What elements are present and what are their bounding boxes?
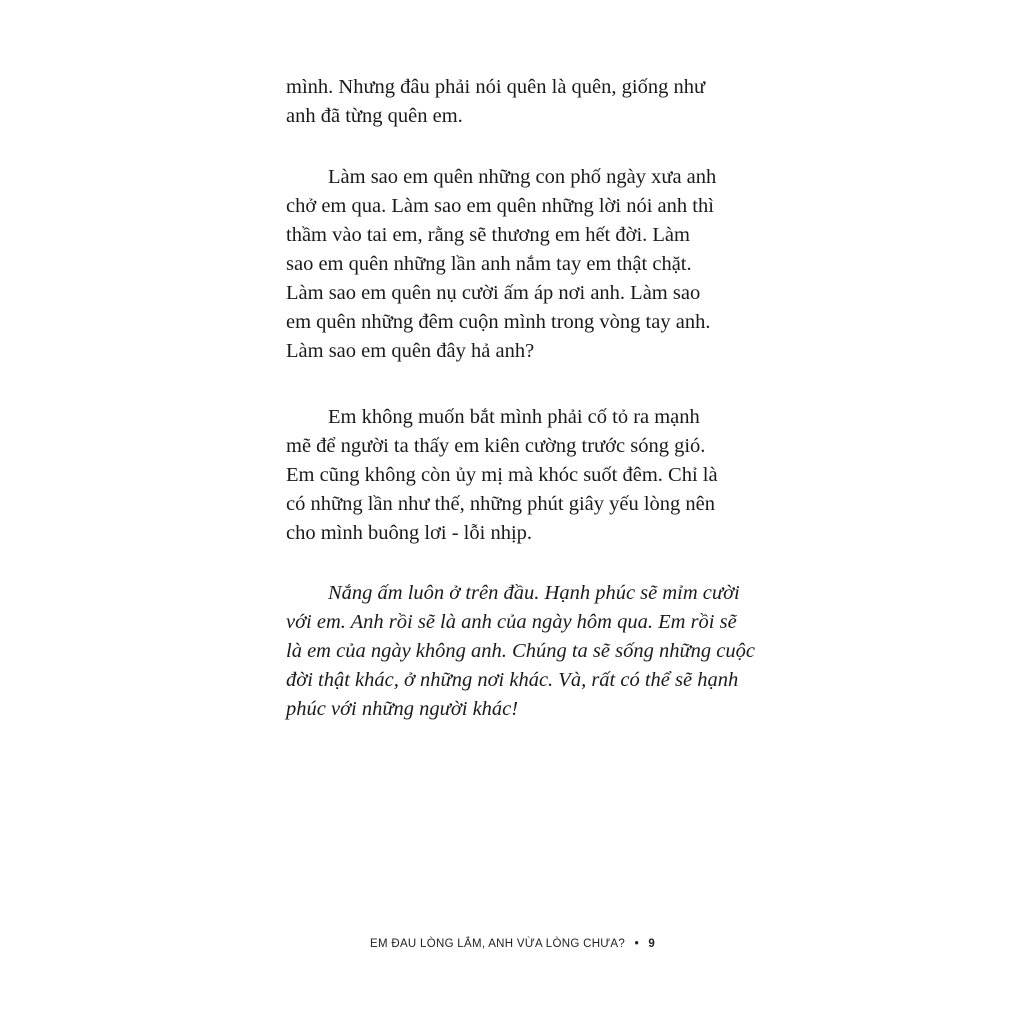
text-line: anh đã từng quên em. [286,105,463,127]
text-line: em quên những đêm cuộn mình trong vòng tay anh. [286,311,711,333]
paragraph-continuation [286,73,756,131]
text-line: Nắng ấm luôn ở trên đầu. Hạnh phúc sẽ mỉm cười [328,582,740,604]
running-title: EM ĐAU LÒNG LẮM, ANH VỪA LÒNG CHƯA? [370,938,626,950]
text-line: Em cũng không còn ủy mị mà khóc suốt đêm. Chỉ là [286,464,718,486]
text-line: Em không muốn bắt mình phải cố tỏ ra mạnh [328,406,700,428]
text-line: chở em qua. Làm sao em quên những lời nói anh thì [286,195,714,217]
text-line: là em của ngày không anh. Chúng ta sẽ sống những cuộc [286,640,755,662]
text-line: mẽ để người ta thấy em kiên cường trước sóng gió. [286,435,706,457]
text-line: với em. Anh rồi sẽ là anh của ngày hôm qua. Em rồi sẽ [286,611,737,633]
paragraph-not-strong [286,403,756,548]
page-footer [370,938,655,950]
text-line: đời thật khác, ở những nơi khác. Và, rất có thể sẽ hạnh [286,669,739,691]
text-line: thầm vào tai em, rằng sẽ thương em hết đời. Làm [286,224,690,246]
text-line: Làm sao em quên đây hả anh? [286,340,535,362]
page-number: 9 [648,938,656,950]
text-line: phúc với những người khác! [286,698,519,720]
paragraph-how-to-forget [286,163,756,366]
text-line: mình. Nhưng đâu phải nói quên là quên, giống như [286,76,706,98]
text-line: có những lần như thế, những phút giây yếu lòng nên [286,493,716,515]
text-line: cho mình buông lơi - lỗi nhịp. [286,522,533,544]
text-line: sao em quên những lần anh nắm tay em thật chặt. [286,253,692,275]
paragraph-italic-closing [286,579,756,724]
separator-bullet: • [634,938,639,950]
text-line: Làm sao em quên những con phố ngày xưa anh [328,166,717,188]
text-line: Làm sao em quên nụ cười ấm áp nơi anh. Làm sao [286,282,701,304]
